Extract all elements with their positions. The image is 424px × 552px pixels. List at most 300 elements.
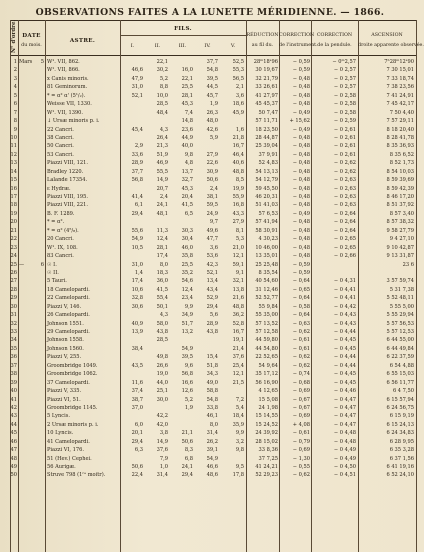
table-row (10, 134, 416, 142)
table-row (10, 261, 416, 269)
table-row (10, 75, 416, 83)
table-cell-f1: 31,4 (156, 472, 168, 479)
table-cell-asc: 6 54 4,88 (389, 362, 414, 369)
table-cell-f3: 45,7 (206, 92, 218, 99)
table-cell-asc: 6 22 37,59 (386, 354, 414, 361)
table-cell-asc: 8 59 42,39 (386, 185, 414, 192)
table-cell-f3: 53,6 (206, 253, 218, 260)
table-cell-astre: 22 Camelopardi. (47, 295, 90, 302)
table-cell-f1: 14,9 (156, 438, 168, 445)
table-cell-red: 15 14,55 (255, 413, 278, 420)
table-cell-astre: Johnson 1558. (47, 337, 84, 344)
table-cell-f3: 26,2 (206, 438, 218, 445)
table-cell-asc: 5 55 29,94 (386, 312, 414, 319)
table-cell-n: 30 (10, 303, 17, 310)
table-cell-ci: − 0,49 (292, 210, 310, 217)
table-cell-f2: 23,4 (181, 295, 193, 302)
table-cell-f0: 17,4 (131, 278, 143, 285)
table-cell-ci: − 0,64 (292, 295, 310, 302)
table-row (10, 227, 416, 235)
table-cell-f1: 3,8 (159, 430, 168, 437)
table-cell-f3: 48,0 (206, 118, 218, 125)
table-cell-f1: 51,9 (156, 151, 168, 158)
table-cell-asc: 6 56 11,77 (386, 379, 414, 386)
table-row (10, 58, 416, 66)
table-cell-f4: 21,6 (232, 295, 244, 302)
table-cell-n: 32 (10, 320, 17, 327)
table-cell-f2: 30,4 (181, 236, 193, 243)
table-cell-f3: 46,6 (206, 464, 218, 470)
table-cell-astre: * = α² (4⁵/₈). (47, 227, 79, 234)
table-cell-astre: ☉ I. (47, 261, 57, 268)
table-cell-f0: 6,3 (134, 447, 143, 454)
table-cell-astre: 26 Camelopardi. (47, 312, 90, 319)
table-cell-ci: − 0,48 (292, 151, 310, 158)
header-fil-2: II. (154, 43, 161, 49)
table-cell-red: 4 30,23 (258, 236, 278, 243)
table-cell-cp: − 0 4,50 (333, 464, 356, 470)
table-cell-f1: 42,2 (156, 413, 168, 420)
table-cell-ci: − 0,48 (292, 202, 310, 209)
table-cell-red: 35 17,12 (255, 371, 278, 378)
table-cell-ci: − 0,79 (292, 438, 310, 445)
table-cell-f0: 46,6 (131, 67, 143, 74)
table-cell-red: 54 13,13 (255, 168, 278, 175)
table-cell-f0: 29,4 (131, 210, 143, 217)
table-cell-f4: 35,9 (232, 421, 244, 428)
table-cell-f1: 4,3 (159, 312, 168, 319)
table-cell-f0: 22,4 (131, 472, 143, 479)
table-cell-cp: − 0 4,48 (333, 430, 356, 437)
table-cell-n: 49 (10, 464, 17, 470)
table-cell-astre: Struve 798 (1ʳᵉ moitr). (47, 472, 106, 479)
table-cell-f4: 9,1 (235, 269, 244, 276)
table-cell-d1: — (19, 261, 25, 268)
table-row (10, 370, 416, 378)
table-cell-f2: 20,4 (181, 194, 193, 200)
table-cell-cp: − 0 4,44 (333, 329, 356, 335)
table-cell-cp: − 0 4,48 (333, 438, 356, 445)
table-cell-f2: 12,4 (181, 286, 193, 293)
table-cell-n: 17 (10, 194, 17, 200)
table-cell-astre: 38 Cancri. (47, 134, 74, 141)
table-cell-f3: 33,8 (206, 404, 218, 411)
table-cell-f1: 7,9 (159, 455, 168, 462)
table-cell-cp: − 0 2,64 (333, 219, 356, 226)
table-cell-f0: 55,6 (131, 227, 143, 234)
table-cell-asc: 6 52 24,10 (386, 472, 414, 479)
table-cell-red: 56 16,90 (255, 379, 278, 386)
table-cell-cp: − 0 2,58 (333, 109, 356, 116)
table-cell-f0: 31,0 (131, 84, 143, 91)
table-cell-asc: 7ʰ28ᵐ12ˢ90 (384, 59, 414, 65)
table-cell-asc: 7 33 18,74 (386, 75, 414, 82)
table-cell-red: 44 54,80 (255, 345, 278, 352)
table-cell-asc: 8 57 3,40 (389, 210, 414, 217)
header-date-sub: du mois. (21, 43, 42, 48)
table-cell-f2: 28,1 (181, 92, 193, 99)
table-cell-f2: 35,2 (181, 269, 193, 276)
table-cell-f0: 1,4 (134, 269, 143, 276)
table-cell-ci: − 0,48 (292, 101, 310, 108)
table-cell-red: 57 11,71 (255, 118, 278, 125)
table-cell-ci: − 0,61 (292, 345, 310, 352)
header-correction-instrument: CORRECTION (279, 33, 315, 38)
table-cell-astre: W¹. IX, 108. (47, 244, 78, 251)
table-cell-f3: 24,9 (206, 210, 218, 217)
table-row (10, 404, 416, 412)
table-cell-n: 28 (10, 286, 17, 293)
table-cell-f4: 13,8 (232, 286, 244, 293)
table-cell-asc: 5 57 12,53 (386, 329, 414, 335)
table-cell-astre: Piazzi V, 335. (47, 388, 82, 395)
header-order-number: N° d'ordre. (11, 19, 17, 53)
table-cell-red: 31 12,46 (255, 286, 278, 293)
table-cell-f3: 49,0 (206, 379, 218, 386)
table-cell-f2: 45,3 (181, 101, 193, 108)
table-cell-asc: 6 24 56,75 (386, 404, 414, 411)
table-cell-asc: 8 51 37,92 (386, 202, 414, 209)
table-cell-red: 10 46,00 (255, 244, 278, 251)
table-cell-red: 33 8,36 (258, 447, 278, 454)
table-cell-f1: 12,4 (156, 236, 168, 243)
table-cell-astre: ↓ Ursæ minoris p. i. (47, 118, 100, 125)
table-cell-cp: − 0 4,47 (333, 413, 356, 420)
table-cell-astre: x Canis minoris. (47, 75, 89, 82)
page-title: OBSERVATIONS FAITES A LA LUNETTE MÉRIDIENNE. — 1866. (35, 7, 385, 18)
table-cell-ci: − 0,48 (292, 185, 310, 192)
table-cell-asc: 5 52 48,11 (386, 295, 414, 302)
table-cell-f2: 9,6 (184, 362, 193, 369)
table-cell-f2: 44,9 (181, 134, 193, 141)
table-cell-f1: 24,1 (156, 202, 168, 209)
table-cell-f3: 59,5 (206, 202, 218, 209)
table-cell-f4: 21,8 (232, 134, 244, 141)
header-fils: FILS. (174, 26, 192, 32)
table-cell-ci: − 0,62 (292, 354, 310, 361)
table-cell-f4: 43,3 (232, 210, 244, 217)
table-cell-cp: − 0 2,65 (333, 236, 356, 243)
table-cell-red: 52 29,23 (255, 472, 278, 479)
table-cell-f1: 26,4 (156, 134, 168, 141)
table-row (10, 446, 416, 454)
table-cell-cp: − 0 4,47 (333, 421, 356, 428)
table-cell-n: 4 (13, 84, 17, 91)
table-cell-cp: − 0 4,44 (333, 354, 356, 361)
table-cell-ci: + 4,08 (292, 421, 310, 428)
table-cell-f3: 37,7 (206, 59, 218, 65)
table-cell-ci: − 0,62 (292, 472, 310, 479)
table-row (10, 218, 416, 226)
table-row (10, 379, 416, 387)
table-cell-f4: 48,8 (232, 168, 244, 175)
table-cell-n: 46 (10, 438, 17, 445)
observation-table-body (10, 58, 416, 480)
table-cell-astre: 22 Cancri. (47, 126, 74, 133)
table-cell-ci: − 0,48 (292, 253, 310, 260)
table-cell-f4: 45,9 (232, 109, 244, 116)
table-cell-ci: − 0,48 (292, 92, 310, 99)
table-cell-astre: 20 Cancri. (47, 236, 74, 243)
table-cell-asc: 6 44 55,00 (386, 337, 414, 344)
table-cell-f4: 5,3 (235, 236, 244, 243)
table-cell-cp: − 0 4,47 (333, 396, 356, 403)
table-cell-cp: − 0 2,63 (333, 185, 356, 192)
table-cell-ci: − 0,59 (292, 261, 310, 268)
table-cell-f3: 39,1 (206, 447, 218, 454)
table-cell-f2: 32,7 (181, 177, 193, 184)
table-cell-astre: ☉ II. (47, 269, 59, 276)
table-cell-red: 51 41,03 (255, 202, 278, 209)
table-cell-ci: − 0,48 (292, 219, 310, 226)
table-cell-f1: 21,3 (156, 143, 168, 150)
table-cell-cp: − 0 2,61 (333, 143, 356, 150)
header-fil-5: V. (230, 43, 236, 49)
header-fil-1: I. (130, 43, 135, 49)
table-cell-cp: − 0 4,49 (333, 455, 356, 462)
table-cell-f2: 41,5 (181, 202, 193, 209)
table-cell-f0: 10,6 (131, 286, 143, 293)
table-cell-asc: 3 57 59,74 (386, 278, 414, 285)
table-cell-asc: 8 35 36,93 (386, 143, 414, 150)
table-cell-f3: 29,4 (206, 303, 218, 310)
table-cell-n: 23 (10, 244, 17, 251)
table-cell-f0: 10,5 (131, 244, 143, 251)
table-cell-f2: 24,1 (181, 464, 193, 470)
table-cell-f0: 40,9 (131, 320, 143, 327)
table-cell-asc: 8 54 10,03 (386, 168, 414, 175)
table-cell-asc: 6 15 57,94 (386, 396, 414, 403)
table-cell-asc: 5 57 56,53 (386, 320, 414, 327)
table-row (10, 269, 416, 277)
table-cell-f0: 28,9 (131, 160, 143, 167)
table-cell-f3: 8,0 (209, 421, 218, 428)
table-cell-red: 8 35,54 (258, 269, 278, 276)
table-cell-f4: 9,8 (235, 447, 244, 454)
table-row (10, 159, 416, 167)
table-cell-f4: 37,6 (232, 354, 244, 361)
table-cell-cp: − 0 2,62 (333, 168, 356, 175)
table-cell-f1: 41,5 (156, 286, 168, 293)
table-cell-f2: 51,7 (181, 320, 193, 327)
table-cell-n: 19 (10, 210, 17, 217)
table-cell-f0: 43,5 (131, 362, 143, 369)
table-cell-f2: 54,9 (181, 345, 193, 352)
table-cell-f2: 6,8 (184, 455, 193, 462)
table-cell-red: 4 12,65 (258, 388, 278, 395)
table-cell-ci: − 0,48 (292, 227, 310, 234)
table-cell-asc: 6 4 7,50 (392, 388, 414, 395)
table-cell-f1: 4,3 (159, 126, 168, 133)
table-cell-ci: − 0,48 (292, 84, 310, 91)
table-cell-red: 58 30,91 (255, 227, 278, 234)
table-cell-n: 11 (10, 143, 17, 150)
table-cell-cp: − 0 2,66 (333, 253, 356, 260)
table-cell-f3: 27,9 (206, 151, 218, 158)
table-cell-astre: 37 Camelopardi. (47, 379, 90, 386)
table-cell-f3: 22,6 (206, 160, 218, 167)
table-cell-ci: − 0,48 (292, 160, 310, 167)
table-cell-f1: 1,0 (159, 464, 168, 470)
table-cell-cp: − 0 4,46 (333, 388, 356, 395)
table-cell-astre: 50 Cancri. (47, 143, 74, 150)
table-cell-f4: 19,9 (232, 185, 244, 192)
table-cell-f4: 18,6 (232, 101, 244, 108)
table-row (10, 286, 416, 294)
table-cell-red: 40 54,60 (255, 278, 278, 285)
header-fil-4: IV. (204, 43, 211, 49)
table-cell-f0: 2,9 (134, 143, 143, 150)
table-row (10, 201, 416, 209)
table-cell-n: 34 (10, 337, 17, 344)
table-cell-f1: 18,3 (156, 269, 168, 276)
table-cell-f1: 55,4 (156, 295, 168, 302)
table-cell-red: 44 59,80 (255, 337, 278, 344)
table-cell-f4: 52,5 (232, 59, 244, 65)
table-row (10, 109, 416, 117)
table-cell-cp: − 0 2,63 (333, 202, 356, 209)
table-cell-red: 22 52,65 (255, 354, 278, 361)
table-cell-d2: 5 (40, 59, 44, 65)
table-cell-red: 46 20,31 (255, 194, 278, 200)
table-cell-ci: − 0,49 (292, 126, 310, 133)
table-cell-n: 45 (10, 430, 17, 437)
table-cell-asc: 6 55 15,03 (386, 371, 414, 378)
header-ascension: ASCENSION (371, 33, 403, 38)
table-cell-f1: 30,0 (156, 396, 168, 403)
table-cell-f2: 40,0 (181, 143, 193, 150)
table-cell-cp: − 0 2,65 (333, 244, 356, 251)
table-cell-cp: − 0 4,41 (333, 286, 356, 293)
table-cell-f3: 49,6 (206, 227, 218, 234)
table-cell-f0: 37,7 (131, 168, 143, 175)
table-cell-f2: 39,5 (181, 354, 193, 361)
table-cell-f4: 25,4 (232, 362, 244, 369)
table-cell-f4: 16,7 (232, 143, 244, 150)
table-cell-f3: 13,4 (206, 278, 218, 285)
table-row (10, 362, 416, 370)
table-cell-ci: − 0,64 (292, 278, 310, 285)
table-cell-cp: − 0 2,61 (333, 151, 356, 158)
table-cell-f1: 36,0 (156, 278, 168, 285)
table-cell-ci: − 0,69 (292, 447, 310, 454)
table-cell-f1: 46,9 (156, 160, 168, 167)
table-cell-f1: 22,1 (156, 59, 168, 65)
table-cell-astre: Piazzi VIII, 221. (47, 202, 89, 209)
table-row (10, 92, 416, 100)
table-cell-f2: 50,6 (181, 438, 193, 445)
table-cell-n: 25 (10, 261, 17, 268)
table-cell-red: 33 26,61 (255, 84, 278, 91)
table-cell-f2: 6,5 (184, 210, 193, 217)
table-cell-astre: B. F. 1289. (47, 210, 75, 217)
table-cell-red: 57 6,53 (258, 210, 278, 217)
table-cell-ci: − 0,48 (292, 168, 310, 175)
table-cell-n: 9 (13, 126, 17, 133)
table-cell-asc: 5 31 7,38 (389, 286, 414, 293)
table-cell-f3: 30,9 (206, 168, 218, 175)
table-cell-n: 35 (10, 345, 17, 352)
table-row (10, 412, 416, 420)
table-cell-f3: 28,9 (206, 320, 218, 327)
header-reduction-sub: au fil du. (251, 43, 274, 48)
table-cell-f3: 2,4 (209, 185, 218, 192)
table-cell-f4: 8,1 (235, 227, 244, 234)
table-cell-ci: − 0,48 (292, 177, 310, 184)
table-cell-f0: 29,4 (131, 438, 143, 445)
table-cell-n: 27 (10, 278, 17, 285)
header-astre: ASTRE. (69, 38, 96, 44)
table-cell-asc: 8 57 38,32 (386, 219, 414, 226)
table-cell-f0: 31,0 (131, 261, 143, 268)
table-cell-f4: 21,4 (232, 345, 244, 352)
table-cell-f0: 37,4 (131, 388, 143, 395)
table-cell-red: 25 25,48 (255, 261, 278, 268)
table-cell-n: 2 (13, 67, 17, 74)
table-cell-f0: 6,1 (134, 202, 143, 209)
table-cell-f2: 35,8 (181, 253, 193, 260)
table-row (10, 100, 416, 108)
table-cell-f2: 5,2 (184, 396, 193, 403)
table-cell-asc: 7 41 24,91 (386, 92, 414, 99)
table-cell-cp: − 0 2,61 (333, 134, 356, 141)
table-cell-f1: 25,1 (156, 388, 168, 395)
table-cell-astre: 5 Lyncis. (47, 413, 71, 420)
table-cell-asc: 6 35 3,28 (389, 447, 414, 454)
table-cell-f4: 7,2 (235, 396, 244, 403)
table-cell-f0: 47,9 (131, 75, 143, 82)
table-cell-asc: 7 50 4,40 (389, 109, 414, 116)
table-cell-red: 50 7,47 (258, 109, 278, 116)
table-cell-cp: − 0 4,47 (333, 404, 356, 411)
table-cell-red: 15 5,08 (258, 396, 278, 403)
table-cell-astre: Piazzi V, 255. (47, 354, 82, 361)
table-cell-f1: 14,9 (156, 177, 168, 184)
table-cell-asc: 8 28 41,78 (386, 134, 414, 141)
header-fil-3: III. (178, 43, 187, 49)
table-cell-astre: 56 Aurigæ. (47, 464, 76, 470)
table-cell-red: 57 13,52 (255, 320, 278, 327)
table-cell-f4: 16,8 (232, 202, 244, 209)
header-reduction: RÉDUCTION (246, 33, 279, 38)
table-cell-f4: 46,4 (232, 151, 244, 158)
table-cell-cp: − 0 4,41 (333, 295, 356, 302)
table-cell-ci: − 0,49 (292, 109, 310, 116)
table-cell-ci: − 0,55 (292, 464, 310, 470)
table-cell-n: 50 (10, 472, 17, 479)
table-cell-f3: 34,3 (206, 371, 218, 378)
table-cell-f0: 50,6 (131, 464, 143, 470)
table-row (10, 176, 416, 184)
table-cell-astre: 5 Tauri. (47, 278, 67, 285)
table-row (10, 463, 416, 471)
table-cell-n: 12 (10, 151, 17, 158)
table-cell-f3: 54,8 (206, 396, 218, 403)
table-cell-red: 52 4,83 (258, 160, 278, 167)
table-cell-astre: Piazzi VI, 51. (47, 396, 81, 403)
table-cell-n: 10 (10, 134, 17, 141)
table-cell-cp: − 0 4,31 (333, 278, 356, 285)
table-cell-ci: − 0,61 (292, 430, 310, 437)
table-cell-ci: − 0,68 (292, 379, 310, 386)
table-cell-f4: 40,6 (232, 160, 244, 167)
table-cell-cp: − 0 4,42 (333, 303, 356, 310)
table-cell-f0: 6,0 (134, 421, 143, 428)
table-cell-f0: 56,8 (131, 177, 143, 184)
table-cell-f2: 1,9 (184, 404, 193, 411)
table-cell-cp: − 0 4,44 (333, 362, 356, 369)
table-cell-ci: − 0,69 (292, 413, 310, 420)
